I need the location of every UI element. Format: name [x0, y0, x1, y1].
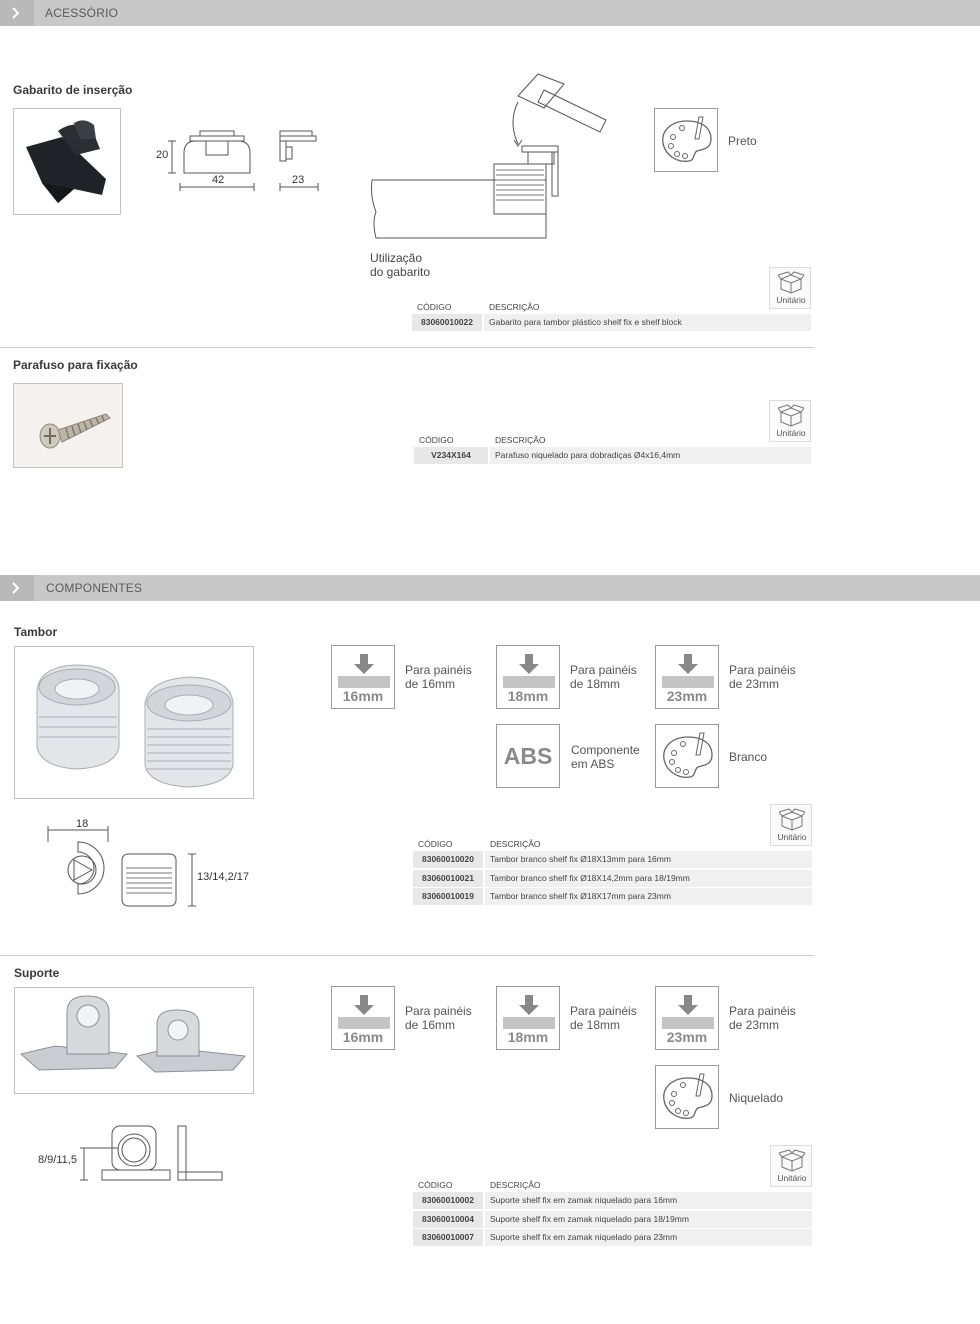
palette-icon [654, 108, 718, 172]
panel-label-line2: de 18mm [570, 1018, 621, 1032]
column-header-code: CÓDIGO [417, 302, 452, 312]
product-title-parafuso: Parafuso para fixação [13, 358, 138, 372]
product-code: 83060010004 [413, 1211, 483, 1228]
table-row [412, 314, 812, 331]
product-title-gabarito: Gabarito de inserção [13, 83, 133, 97]
color-label: Preto [728, 134, 757, 148]
material-label-line1: Componente [571, 743, 640, 757]
arrow-down-panel-icon [655, 986, 719, 1050]
product-table-tambor [413, 837, 812, 907]
product-code: 83060010020 [413, 851, 483, 868]
panel-label-line2: de 18mm [570, 677, 621, 691]
panel-thickness-value: 16mm [342, 1029, 384, 1045]
table-header [413, 1178, 812, 1192]
product-description: Tambor branco shelf fix Ø18X14,2mm para 18/19mm [485, 870, 812, 887]
section-divider [0, 347, 814, 348]
column-header-code: CÓDIGO [419, 435, 454, 445]
column-header-code: CÓDIGO [418, 839, 453, 849]
product-photo-gabarito [13, 108, 121, 215]
product-description: Parafuso niquelado para dobradiças Ø4x16,4mm [490, 447, 811, 464]
column-header-description: DESCRIÇÃO [490, 1180, 541, 1190]
dimension-width: 18 [76, 818, 89, 830]
table-row [413, 870, 812, 887]
arrow-down-panel-icon [331, 986, 395, 1050]
product-photo-tambor [14, 646, 254, 799]
product-code: V234X164 [414, 447, 488, 464]
panel-thickness-value: 23mm [666, 1029, 708, 1045]
dimension-depth: 23 [292, 174, 305, 186]
product-description: Suporte shelf fix em zamak niquelado para 16mm [485, 1192, 812, 1209]
column-header-description: DESCRIÇÃO [489, 302, 540, 312]
table-row [413, 1192, 812, 1209]
dimension-height: 8/9/11,5 [38, 1154, 77, 1166]
product-table-suporte [413, 1178, 812, 1248]
product-table-parafuso [414, 433, 812, 466]
panel-label [570, 663, 637, 691]
table-row [413, 851, 812, 868]
product-code: 83060010022 [412, 314, 482, 331]
dimension-drawing-tambor [44, 820, 204, 912]
section-divider [0, 955, 814, 956]
product-description: Tambor branco shelf fix Ø18X13mm para 16mm [485, 851, 812, 868]
panel-label-line1: Para painéis [729, 1004, 796, 1018]
product-code: 83060010019 [413, 888, 483, 905]
panel-label [570, 1004, 637, 1032]
color-label: Niquelado [729, 1091, 784, 1105]
material-label-line2: em ABS [571, 757, 615, 771]
section-header-componentes [0, 575, 980, 601]
table-header [412, 300, 812, 314]
usage-caption-line1: Utilização [370, 251, 423, 265]
arrow-down-panel-icon [331, 645, 395, 709]
table-row [413, 1211, 812, 1228]
dimension-drawing-suporte [78, 1120, 228, 1186]
arrow-down-panel-icon [496, 645, 560, 709]
product-table-gabarito [412, 300, 812, 333]
panel-thickness-value: 18mm [507, 688, 549, 704]
panel-label-line1: Para painéis [570, 1004, 637, 1018]
abs-icon-text: ABS [503, 743, 553, 769]
panel-thickness-value: 16mm [342, 688, 384, 704]
product-description: Gabarito para tambor plástico shelf fix e shelf block [484, 314, 811, 331]
panel-thickness-value: 23mm [666, 688, 708, 704]
usage-caption [370, 251, 430, 279]
product-photo-parafuso [13, 383, 123, 468]
product-description: Suporte shelf fix em zamak niquelado para 23mm [485, 1229, 812, 1246]
column-header-description: DESCRIÇÃO [490, 839, 541, 849]
usage-illustration [368, 62, 618, 244]
table-header [413, 837, 812, 851]
table-row [413, 888, 812, 905]
dimension-width: 42 [212, 174, 225, 186]
package-label: Unitário [777, 1173, 807, 1183]
table-row [413, 1229, 812, 1246]
chevron-right-icon [0, 575, 34, 601]
arrow-down-panel-icon [496, 986, 560, 1050]
color-label: Branco [729, 750, 768, 764]
panel-label-line2: de 16mm [405, 1018, 456, 1032]
package-label: Unitário [776, 295, 806, 305]
table-header [414, 433, 812, 447]
panel-label-line2: de 16mm [405, 677, 456, 691]
arrow-down-panel-icon [655, 645, 719, 709]
panel-label-line1: Para painéis [405, 663, 472, 677]
dimension-height: 13/14,2/17 [197, 871, 249, 883]
panel-label [729, 663, 796, 691]
usage-caption-line2: do gabarito [370, 265, 431, 279]
palette-icon [655, 724, 719, 788]
panel-label-line2: de 23mm [729, 1018, 780, 1032]
panel-label [729, 1004, 796, 1032]
dimension-height: 20 [156, 149, 169, 161]
section-header-acessorio [0, 0, 980, 26]
product-photo-suporte [14, 987, 254, 1094]
product-description: Tambor branco shelf fix Ø18X17mm para 23mm [485, 888, 812, 905]
column-header-description: DESCRIÇÃO [495, 435, 546, 445]
package-label: Unitário [776, 428, 806, 438]
package-label: Unitário [777, 832, 807, 842]
product-code: 83060010021 [413, 870, 483, 887]
section-title: COMPONENTES [46, 581, 143, 595]
table-row [414, 447, 812, 464]
product-description: Suporte shelf fix em zamak niquelado para 18/19mm [485, 1211, 812, 1228]
panel-label-line1: Para painéis [405, 1004, 472, 1018]
product-title-tambor: Tambor [14, 625, 58, 639]
product-code: 83060010002 [413, 1192, 483, 1209]
panel-label [405, 1004, 472, 1032]
chevron-right-icon [0, 0, 34, 26]
panel-thickness-value: 18mm [507, 1029, 549, 1045]
panel-label-line1: Para painéis [729, 663, 796, 677]
abs-material-icon [496, 724, 560, 788]
product-title-suporte: Suporte [14, 966, 60, 980]
panel-label-line2: de 23mm [729, 677, 780, 691]
palette-icon [655, 1065, 719, 1129]
panel-label [405, 663, 472, 691]
material-label [571, 743, 640, 771]
panel-label-line1: Para painéis [570, 663, 637, 677]
product-code: 83060010007 [413, 1229, 483, 1246]
section-title: ACESSÓRIO [45, 6, 119, 20]
column-header-code: CÓDIGO [418, 1180, 453, 1190]
